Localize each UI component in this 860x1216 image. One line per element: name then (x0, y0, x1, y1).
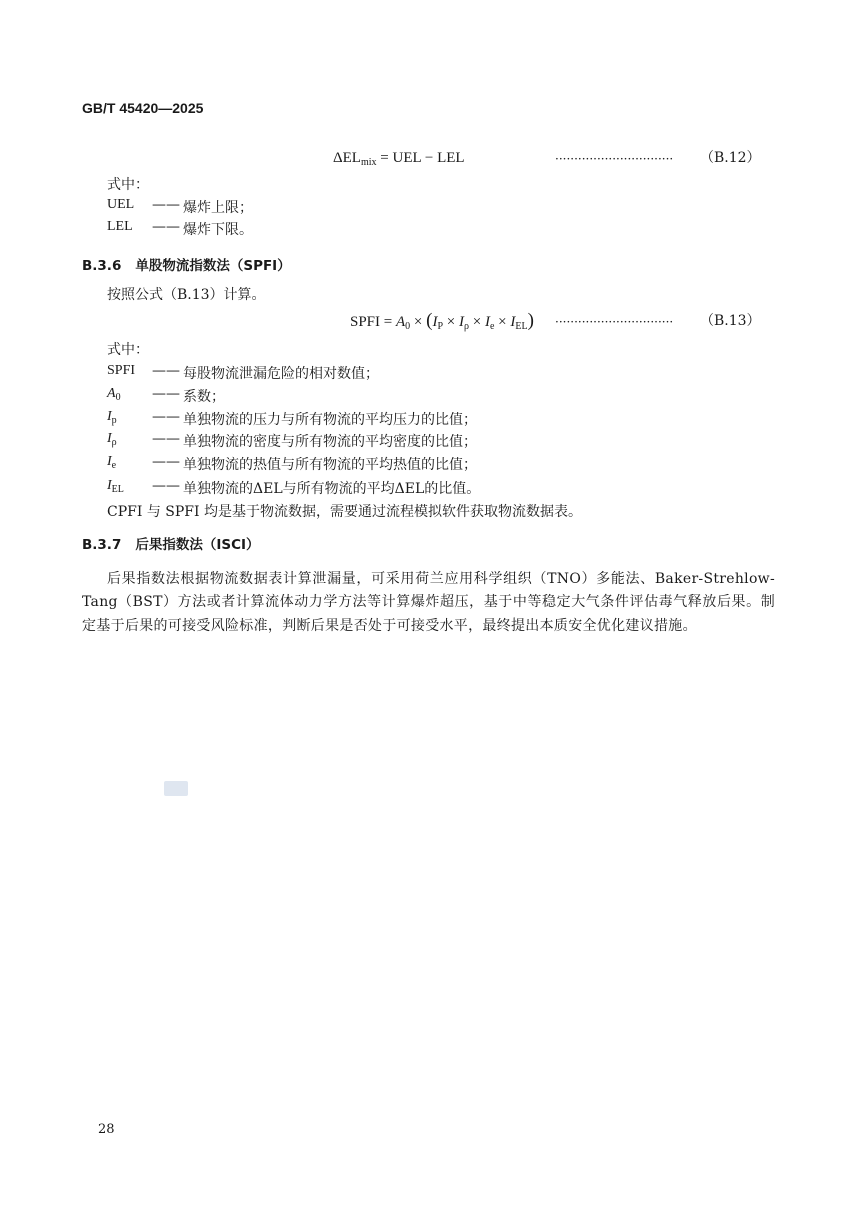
sac-watermark-logo (164, 781, 188, 796)
eq-sub: ρ (463, 321, 469, 332)
section-heading-b36 (82, 257, 291, 275)
page-number: 28 (98, 1122, 115, 1137)
eq-rhs: = UEL − LEL (376, 150, 465, 166)
equation-number-b13: （B.13） (700, 313, 761, 329)
symbol (107, 478, 155, 495)
symbol (107, 386, 155, 403)
symbol-main: A (107, 386, 116, 401)
description: 爆炸下限。 (183, 222, 253, 238)
dash: —— (152, 454, 180, 470)
note-text: CPFI 与 SPFI 均是基于物流数据，需要通过流程模拟软件获取物流数据表。 (107, 504, 582, 520)
section-title: 单股物流指数法（SPFI） (135, 258, 291, 274)
symbol: SPFI (107, 363, 136, 378)
symbol-main: I (107, 478, 112, 493)
definition-uel (0, 197, 860, 217)
description: 单独物流的ΔEL与所有物流的平均ΔEL的比值。 (183, 481, 481, 497)
dash: —— (152, 219, 180, 235)
definition-lel (0, 219, 860, 239)
eq-sub: EL (515, 321, 528, 332)
eq-sub: e (489, 321, 495, 332)
equation-b13 (350, 312, 534, 336)
dash: —— (152, 197, 180, 213)
definition-iel (0, 478, 860, 498)
eq-i: I (458, 314, 464, 330)
eq-sub: 0 (405, 321, 411, 332)
definition-a0 (0, 386, 860, 406)
description: 爆炸上限； (183, 200, 253, 216)
leader-dots: ······························· (555, 315, 674, 329)
eq-times: × (468, 314, 485, 330)
eq-sub: mix (360, 157, 377, 168)
where-label: 式中： (107, 342, 149, 358)
section-number: B.3.7 (82, 537, 122, 553)
definition-irho (0, 431, 860, 451)
dash: —— (152, 409, 180, 425)
symbol-main: I (107, 454, 112, 469)
equation-b12 (333, 149, 465, 172)
section-heading-b37 (82, 536, 260, 554)
eq-i: I (432, 314, 438, 330)
eq-times: × (494, 314, 511, 330)
symbol (107, 431, 155, 448)
eq-times: × (443, 314, 459, 330)
where-label: 式中： (107, 177, 149, 193)
symbol (107, 454, 155, 471)
dash: —— (152, 386, 180, 402)
symbol-main: I (107, 409, 112, 424)
description: 每股物流泄漏危险的相对数值； (183, 366, 379, 382)
dash: —— (152, 431, 180, 447)
section-title: 后果指数法（ISCI） (135, 537, 260, 553)
symbol-sub: ρ (111, 437, 117, 448)
symbol-sub: p (111, 415, 117, 426)
eq-times: × (410, 314, 427, 330)
symbol: LEL (107, 219, 133, 234)
definition-spfi (0, 363, 860, 383)
description: 系数； (183, 389, 225, 405)
body-paragraph: 后果指数法根据物流数据表计算泄漏量，可采用荷兰应用科学组织（TNO）多能法、Baker-Strehlow-Tang（BST）方法或者计算流体动力学方法等计算爆炸超压，基于中等稳定大气条件评估毒气释放后果。制定基于后果的可接受风险标准，判断后果是否处于可接受水平，最终提出本质安全优化建议措施。 (82, 571, 775, 634)
leader-dots: ······························· (555, 152, 674, 166)
symbol (107, 409, 155, 426)
definition-ie (0, 454, 860, 474)
symbol-main: I (107, 431, 112, 446)
section-number: B.3.6 (82, 258, 122, 274)
description: 单独物流的压力与所有物流的平均压力的比值； (183, 412, 477, 428)
dash: —— (152, 478, 180, 494)
eq-paren: ( (426, 310, 433, 331)
description: 单独物流的密度与所有物流的平均密度的比值； (183, 434, 477, 450)
symbol: UEL (107, 197, 135, 212)
standard-number-header: GB/T 45420—2025 (82, 100, 204, 116)
eq-i: I (510, 314, 516, 330)
symbol-sub: EL (111, 484, 124, 495)
symbol-sub: 0 (115, 392, 121, 403)
eq-sub: P (437, 321, 444, 332)
symbol-sub: e (111, 460, 117, 471)
description: 单独物流的热值与所有物流的平均热值的比值； (183, 457, 477, 473)
dash: —— (152, 363, 180, 379)
eq-a: A (395, 314, 406, 330)
equation-number-b12: （B.12） (700, 150, 761, 166)
calc-text: 按照公式（B.13）计算。 (107, 287, 266, 303)
eq-i: I (484, 314, 490, 330)
eq-lhs: SPFI = (350, 314, 396, 330)
eq-lhs: ΔEL (333, 150, 361, 166)
eq-paren: ) (527, 310, 534, 331)
definition-ip (0, 409, 860, 429)
